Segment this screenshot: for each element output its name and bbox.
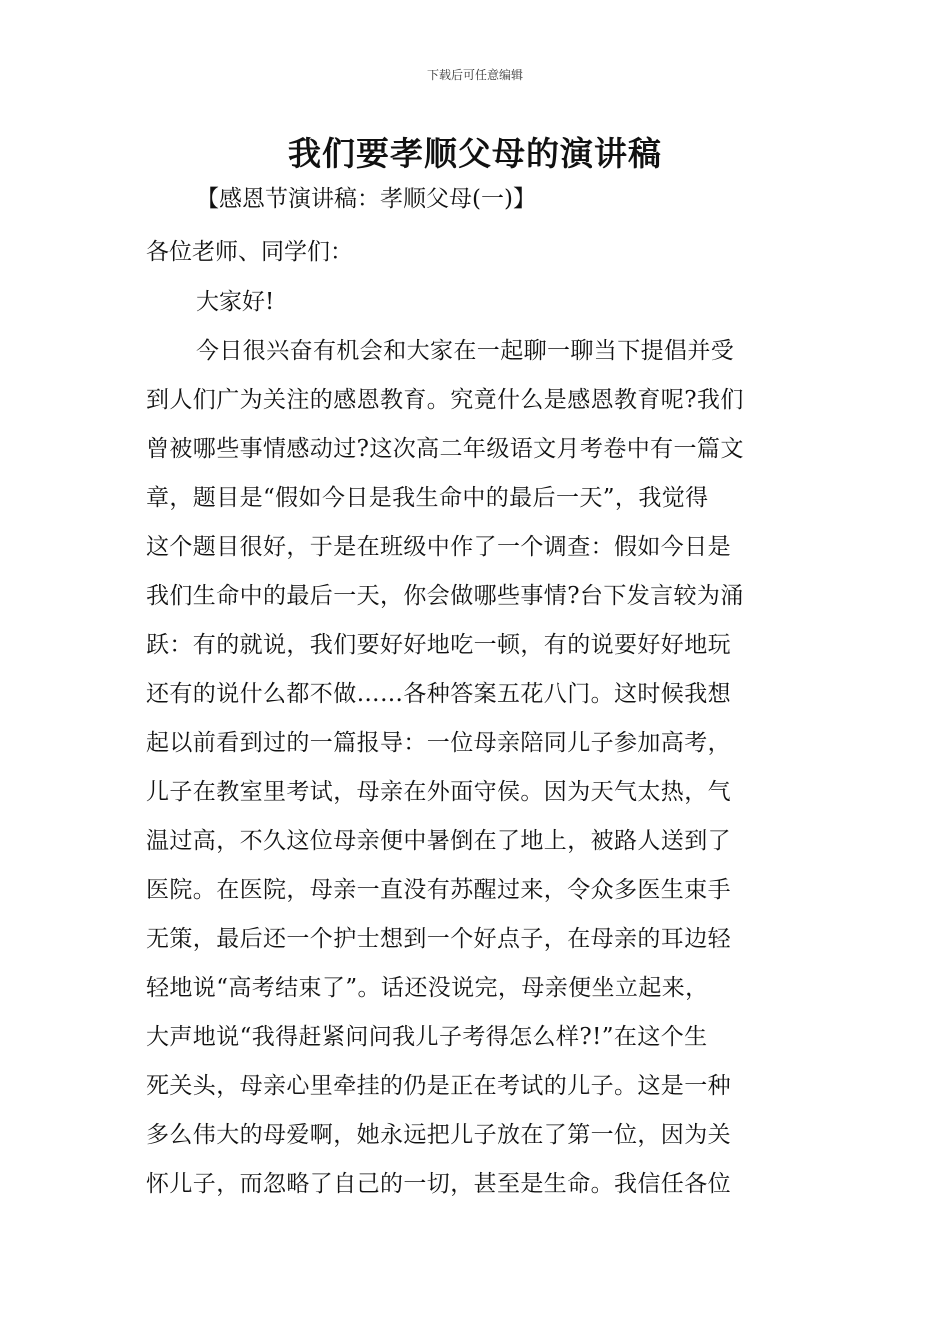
body-line: 医院。在医院，母亲一直没有苏醒过来，令众多医生束手	[146, 877, 731, 903]
body-line: 跃：有的就说，我们要好好地吃一顿，有的说要好好地玩	[146, 632, 731, 658]
body-line: 儿子在教室里考试，母亲在外面守侯。因为天气太热，气	[146, 779, 731, 805]
document-subtitle: 【感恩节演讲稿：孝顺父母(一)】	[196, 186, 536, 212]
body-line: 我们生命中的最后一天，你会做哪些事情?台下发言较为涌	[146, 583, 744, 609]
speech-body	[146, 333, 810, 1215]
body-line: 今日很兴奋有机会和大家在一起聊一聊当下提倡并受	[196, 338, 735, 364]
body-line: 怀儿子，而忽略了自己的一切，甚至是生命。我信任各位	[146, 1171, 731, 1197]
body-line: 轻地说“高考结束了”。话还没说完，母亲便坐立起来，	[146, 975, 709, 1001]
document-title: 我们要孝顺父母的演讲稿	[288, 134, 662, 173]
body-line: 多么伟大的母爱啊，她永远把儿子放在了第一位，因为关	[146, 1122, 731, 1148]
body-line: 死关头，母亲心里牵挂的仍是正在考试的儿子。这是一种	[146, 1073, 731, 1099]
body-line: 温过高，不久这位母亲便中暑倒在了地上，被路人送到了	[146, 828, 731, 854]
body-line: 大声地说“我得赶紧问问我儿子考得怎么样?!”在这个生	[146, 1024, 708, 1050]
body-line: 起以前看到过的一篇报导：一位母亲陪同儿子参加高考，	[146, 730, 731, 756]
body-line: 这个题目很好，于是在班级中作了一个调查：假如今日是	[146, 534, 731, 560]
body-line: 章，题目是“假如今日是我生命中的最后一天”，我觉得	[146, 485, 709, 511]
body-line: 到人们广为关注的感恩教育。究竟什么是感恩教育呢?我们	[146, 387, 744, 413]
opening-greeting: 大家好!	[196, 289, 275, 315]
body-line: 曾被哪些事情感动过?这次高二年级语文月考卷中有一篇文	[146, 436, 744, 462]
body-line: 还有的说什么都不做……各种答案五花八门。这时候我想	[146, 681, 731, 707]
salutation: 各位老师、同学们：	[146, 239, 353, 265]
header-note: 下载后可任意编辑	[426, 68, 523, 82]
body-line: 无策，最后还一个护士想到一个好点子，在母亲的耳边轻	[146, 926, 731, 952]
